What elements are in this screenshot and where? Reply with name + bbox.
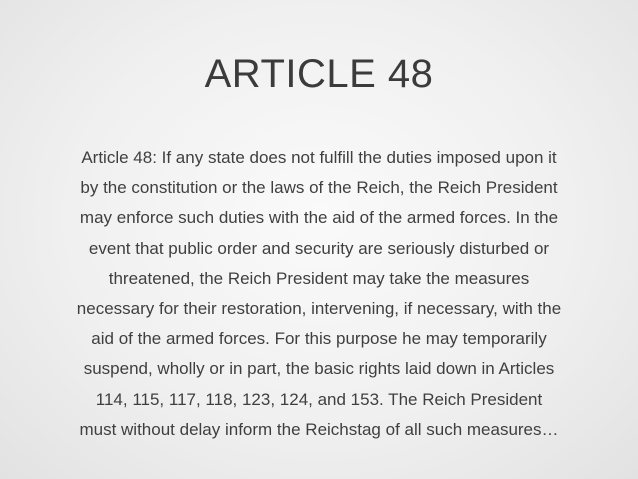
slide-title: ARTICLE 48 — [204, 52, 434, 96]
article-text-line: by the constitution or the laws of the Reich, the Reich President — [80, 178, 558, 198]
article-text-line: threatened, the Reich President may take the measures — [108, 268, 530, 288]
article-text-line: must without delay inform the Reichstag of all such measures… — [79, 419, 559, 439]
article-text-line: Article 48: If any state does not fulfill the duties imposed upon it — [81, 148, 557, 167]
article-text-line: necessary for their restoration, intervening, if necessary, with the — [76, 299, 562, 319]
article-text-line: suspend, wholly or in part, the basic rights laid down in Articles — [83, 359, 555, 379]
article-text-line: aid of the armed forces. For this purpose he may temporarily — [91, 329, 547, 349]
article-text-line: may enforce such duties with the aid of the armed forces. In the — [79, 208, 559, 228]
article-text-line: event that public order and security are seriously disturbed or — [88, 238, 550, 258]
article-text-line: 114, 115, 117, 118, 123, 124, and 153. The Reich President — [95, 389, 543, 409]
article-text — [6, 143, 632, 445]
